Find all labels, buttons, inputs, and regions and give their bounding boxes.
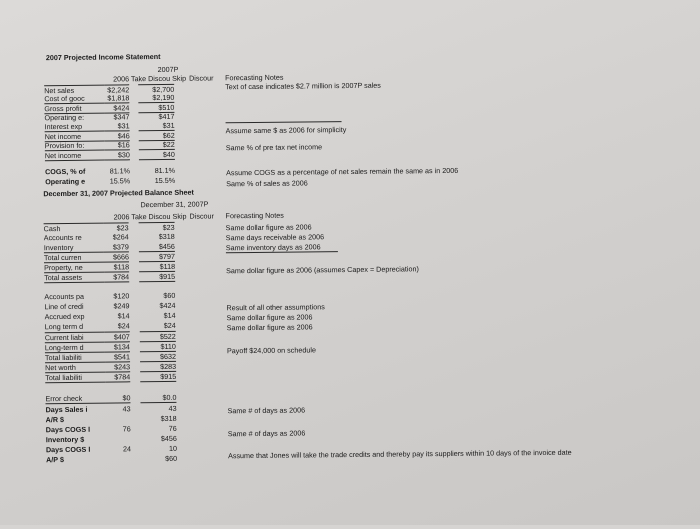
balance-row-2007: $24 (140, 321, 176, 330)
balance-row-2007: $283 (140, 361, 176, 371)
balance-row-note: Same inventory days as 2006 (226, 242, 338, 253)
balance-row-label: Long-term d (45, 342, 105, 353)
income-row-label: Operating e: (44, 113, 104, 123)
balance-row-2007: $915 (140, 371, 176, 382)
balance-row-note: Same dollar figure as 2006 (227, 322, 313, 332)
balance-row-2006: $23 (104, 222, 129, 232)
balance-row-2007: $632 (140, 351, 176, 361)
balance-row-2007: $424 (139, 301, 175, 310)
income-row-2006: 15.5% (105, 176, 130, 185)
income-row-2006: $46 (105, 130, 130, 141)
income-row-2006: $30 (105, 149, 130, 160)
income-row-2006: 81.1% (105, 166, 130, 175)
balance-row-2006: 24 (106, 444, 131, 453)
balance-row-2007: $915 (139, 271, 175, 282)
balance-row-2006: $134 (105, 341, 130, 351)
income-row-label: Interest exp (45, 122, 105, 132)
income-row-2007: $40 (139, 149, 175, 160)
income-row-2007: $22 (139, 140, 175, 149)
balance-row-2006: $264 (104, 232, 129, 241)
income-row-label: Net income (45, 131, 105, 143)
balance-row-2006: $24 (105, 321, 130, 330)
income-row-note: Same % of sales as 2006 (226, 178, 308, 188)
balance-row-label: Inventory $ (46, 435, 106, 445)
income-row-label: COGS, % of (45, 167, 105, 177)
balance-row-label: A/P $ (46, 455, 106, 465)
income-col-header-discour: Discour (189, 73, 213, 82)
income-row-2007: $31 (139, 121, 175, 130)
balance-row-label: Inventory (44, 243, 104, 253)
balance-row-label: A/R $ (46, 415, 106, 425)
balance-row-note: Same dollar figure as 2006 (226, 222, 312, 232)
balance-row-note: Result of all other assumptions (226, 302, 324, 312)
balance-row-2006: $120 (104, 291, 129, 300)
income-row-2006: $347 (104, 112, 129, 121)
balance-row-2006: $243 (105, 361, 130, 371)
balance-row-label: Cash (44, 223, 104, 234)
balance-row-2007: $456 (141, 434, 177, 443)
balance-row-2007: $522 (140, 331, 176, 341)
income-row-2006: $1,818 (104, 93, 129, 102)
income-row-note: Assume COGS as a percentage of net sales remain the same as in 2006 (226, 166, 458, 177)
income-row-2007: $2,700 (138, 84, 174, 94)
income-col-header-2006: 2006 Take (113, 74, 146, 83)
balance-row-label: Error check (45, 394, 105, 405)
balance-row-2006: $14 (105, 311, 130, 320)
income-row-2007: 81.1% (139, 166, 175, 175)
balance-period-header: December 31, 2007P (129, 199, 219, 209)
income-row-label: Provision fo: (45, 141, 105, 151)
balance-row-2007: $60 (139, 291, 175, 300)
balance-col-header-2006: 2006 Take (113, 212, 146, 221)
balance-row-2007: $456 (139, 242, 175, 251)
balance-row-note: Same # of days as 2006 (228, 428, 306, 438)
income-row-label: Cost of gooc (44, 94, 104, 104)
income-row-2006: $31 (105, 121, 130, 130)
balance-row-note: Payoff $24,000 on schedule (227, 345, 316, 355)
income-row-2007: $2,190 (138, 93, 174, 102)
income-statement-title: 2007 Projected Income Statement (46, 52, 161, 62)
income-row-label: Net income (45, 150, 105, 162)
balance-row-2007: $14 (140, 311, 176, 320)
income-row-note: Assume same $ as 2006 for simplicity (226, 121, 342, 135)
balance-row-2006: $541 (105, 351, 130, 361)
balance-row-2007: $110 (140, 341, 176, 351)
income-col-header-notes: Forecasting Notes (225, 73, 283, 83)
income-period-header: 2007P (148, 65, 188, 74)
balance-row-label: Accrued exp (45, 312, 105, 322)
income-row-note: Same % of pre tax net income (226, 142, 322, 152)
balance-row-label: Days Sales i (46, 405, 106, 415)
income-row-label: Gross profit (44, 103, 104, 115)
balance-row-2006: $249 (104, 301, 129, 310)
balance-row-label: Current liabi (45, 332, 105, 343)
balance-col-header-discour: Discour (189, 211, 213, 220)
balance-row-label: Total liabiliti (45, 372, 105, 384)
balance-row-2007: $118 (139, 261, 175, 271)
income-row-2006: $2,242 (104, 84, 129, 94)
income-col-header-skip: Skip (172, 74, 186, 83)
balance-row-label: Accounts pa (44, 292, 104, 302)
balance-row-2006: $784 (105, 371, 130, 382)
income-row-2006: $424 (104, 102, 129, 113)
balance-row-2007: $0.0 (140, 393, 176, 403)
balance-row-2007: $318 (139, 232, 175, 241)
balance-row-label: Days COGS I (46, 445, 106, 455)
balance-row-label: Total assets (44, 272, 104, 284)
income-row-2006: $16 (105, 140, 130, 149)
balance-row-note: Same dollar figure as 2006 (227, 312, 313, 322)
balance-row-label: Total liabiliti (45, 352, 105, 363)
balance-row-2006: $666 (104, 251, 129, 261)
balance-row-label: Accounts re (44, 233, 104, 243)
balance-row-2007: $23 (139, 222, 175, 232)
balance-row-label: Property, ne (44, 262, 104, 273)
balance-row-note: Same days receivable as 2006 (226, 232, 324, 242)
balance-row-label: Days COGS I (46, 425, 106, 435)
income-row-label: Operating e (45, 177, 105, 187)
balance-row-label: Long term d (45, 322, 105, 332)
balance-sheet-title: December 31, 2007 Projected Balance Sheet (43, 188, 194, 199)
balance-row-note: Same # of days as 2006 (228, 405, 306, 415)
balance-row-2006: $407 (105, 331, 130, 341)
balance-col-header-skip: Skip (172, 212, 186, 221)
balance-row-label: Total curren (44, 252, 104, 263)
balance-row-note: Same dollar figure as 2006 (assumes Capex = Depreciation) (226, 264, 419, 275)
income-row-note: Text of case indicates $2.7 million is 2007P sales (225, 81, 381, 92)
balance-row-2006: $784 (104, 271, 129, 282)
balance-row-2006: $0 (105, 393, 130, 403)
balance-row-2007: 76 (141, 424, 177, 433)
balance-row-2006: 43 (106, 404, 131, 413)
income-row-2007: 15.5% (139, 176, 175, 185)
balance-row-2007: $318 (141, 414, 177, 423)
balance-row-label: Line of credi (44, 302, 104, 312)
balance-row-label: Net worth (45, 362, 105, 373)
balance-row-2007: $797 (139, 251, 175, 261)
income-row-label: Net sales (44, 85, 104, 96)
balance-row-2006: $118 (104, 261, 129, 271)
balance-row-2006: $379 (104, 242, 129, 251)
balance-col-header-discount: Discou (148, 212, 170, 221)
income-row-2007: $510 (138, 102, 174, 113)
balance-row-note: Assume that Jones will take the trade credits and thereby pay its suppliers within 10 days of the invoice date (228, 448, 572, 461)
income-row-2007: $417 (138, 112, 174, 121)
balance-row-2007: 43 (140, 404, 176, 413)
balance-col-header-notes: Forecasting Notes (225, 211, 283, 221)
balance-row-2007: 10 (141, 444, 177, 453)
balance-row-2006: 76 (106, 424, 131, 433)
income-row-2007: $62 (139, 130, 175, 141)
balance-row-2007: $60 (141, 454, 177, 463)
income-col-header-discount: Discou (148, 74, 170, 83)
